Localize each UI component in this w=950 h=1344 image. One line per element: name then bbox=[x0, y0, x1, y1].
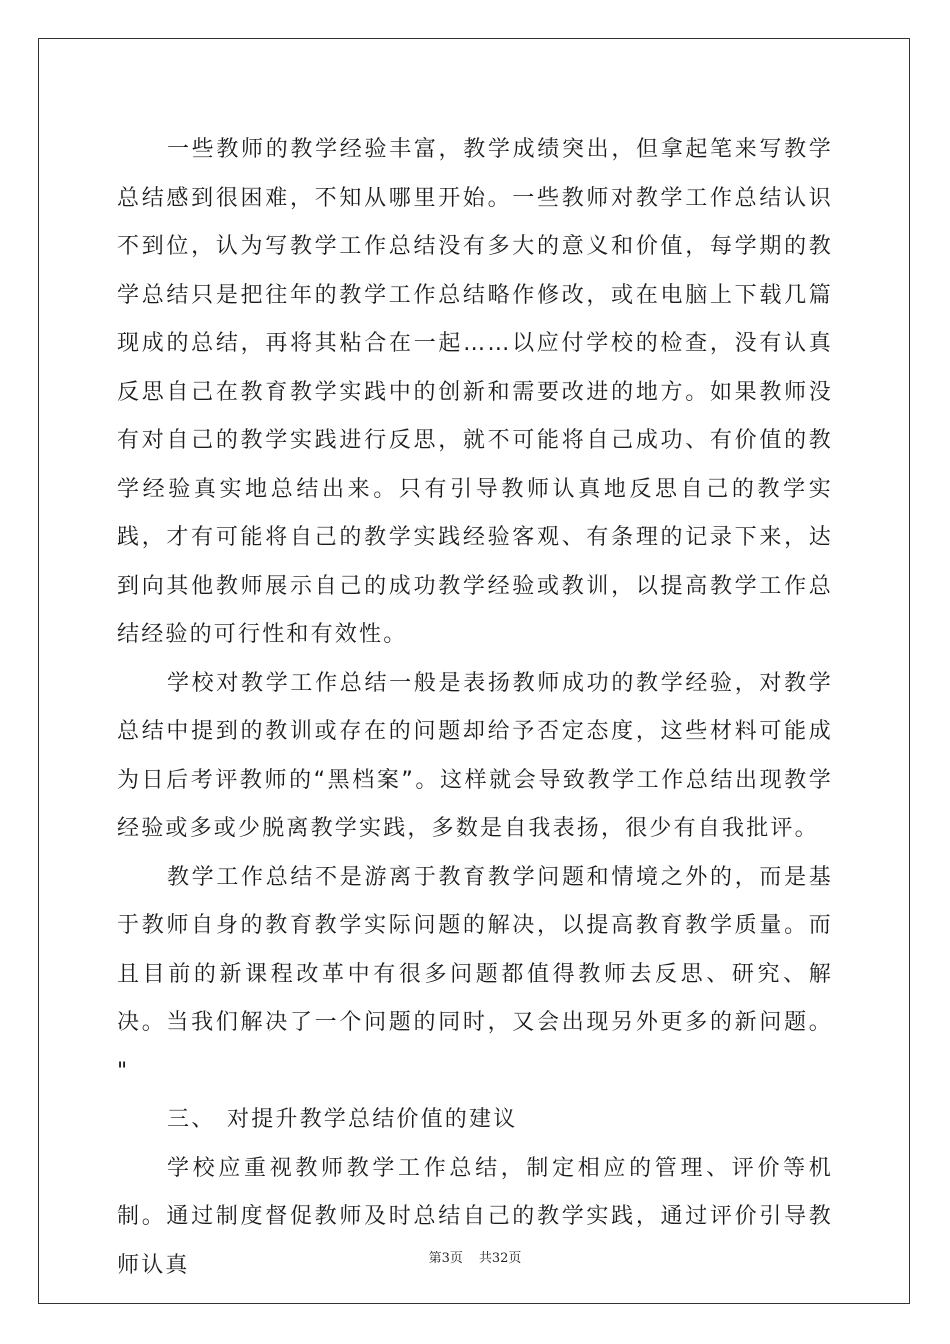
paragraph-2: 学校对教学工作总结一般是表扬教师成功的教学经验，对教学总结中提到的教训或存在的问题却给予否定态度，这些材料可能成为日后考评教师的“黑档案”。这样就会导致教学工作总结出现教学经验或多或少脱离教学实践，多数是自我表扬，很少有自我批评。 bbox=[117, 670, 833, 841]
paragraph-1: 一些教师的教学经验丰富，教学成绩突出，但拿起笔来写教学总结感到很困难，不知从哪里开始。一些教师对教学工作总结认识不到位，认为写教学工作总结没有多大的意义和价值，每学期的教学总结只是把往年的教学工作总结略作修改，或在电脑上下载几篇现成的总结，再将其粘合在一起……以应付学校的检查，没有认真反思自己在教育教学实践中的创新和需要改进的地方。如果教师没有对自己的教学实践进行反思，就不可能将自己成功、有价值的教学经验真实地总结出来。只有引导教师认真地反思自己的教学实践，才有可能将自己的教学实践经验客观、有条理的记录下来，达到向其他教师展示自己的成功教学经验或教训，以提高教学工作总结经验的可行性和有效性。 bbox=[117, 137, 833, 647]
section-heading bbox=[117, 1096, 833, 1145]
document-body bbox=[117, 126, 833, 1290]
page-total: 共32页 bbox=[478, 1251, 522, 1266]
page-number: 第3页 bbox=[428, 1251, 463, 1266]
paragraph-4: 学校应重视教师教学工作总结，制定相应的管理、评价等机制。通过制度督促教师及时总结自己的教学实践，通过评价引导教师认真 bbox=[117, 1155, 833, 1278]
section-number: 三、 bbox=[167, 1107, 216, 1132]
page-footer bbox=[0, 1247, 950, 1266]
paragraph-3: 教学工作总结不是游离于教育教学问题和情境之外的，而是基于教师自身的教育教学实际问题的解决，以提高教育教学质量。而且目前的新课程改革中有很多问题都值得教师去反思、研究、解决。当我们解决了一个问题的同时，又会出现另外更多的新问题。 " bbox=[117, 864, 833, 1084]
section-title: 对提升教学总结价值的建议 bbox=[227, 1107, 518, 1132]
